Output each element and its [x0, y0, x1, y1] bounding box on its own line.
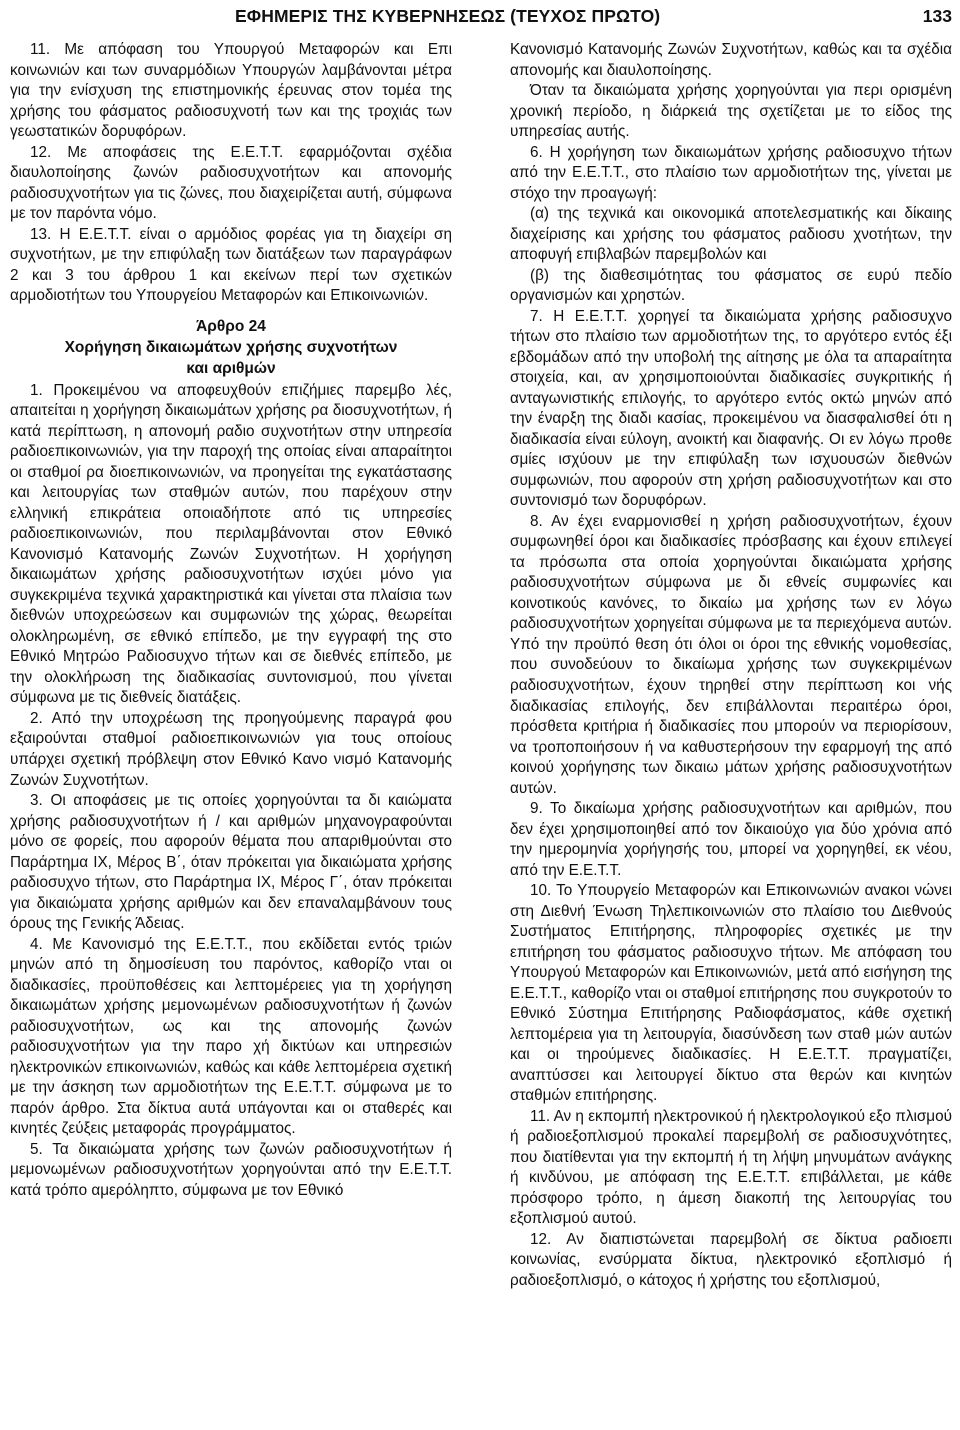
- paragraph-2: 2. Από την υποχρέωση της προηγούμενης παραγρά φου εξαιρούνται σταθμοί ραδιοεπικοινωνιών για τους οποίους υπάρχει σχετική πρόβλεψη στον Εθνικό Κανο νισμό Κατανομής Ζωνών Συχνοτήτων.: [10, 709, 452, 789]
- paragraph-11: 11. Με απόφαση του Υπουργού Μεταφορών και Επι κοινωνιών και των συναρμόδιων Υπουργών λαμβάνονται μέτρα για την ενίσχυση της επιστημονικής έρευνας στον τομέα της χρήσης του φάσματος ραδιοσυχνοτή των και της τροχιάς των γεωστατικών δορυφόρων.: [10, 41, 452, 141]
- gazette-title: ΕΦΗΜΕΡΙΣ ΤΗΣ ΚΥΒΕΡΝΗΣΕΩΣ (ΤΕΥΧΟΣ ΠΡΩΤΟ): [235, 6, 661, 26]
- paragraph-6a: (α) της τεχνικά και οικονομικά αποτελεσματικής και δίκαιης διαχείρισης και χρήσης του φάσματος ραδιοσυ χνοτήτων, την αποφυγή επιβλαβών παρεμβολών και: [510, 205, 952, 264]
- paragraph-5: 5. Τα δικαιώματα χρήσης των ζωνών ραδιοσυχνοτήτων ή μεμονωμένων ραδιοσυχνοτήτων χορηγούνται από την Ε.Ε.Τ.Τ. κατά τρόπο αμερόληπτο, σύμφωνα με τον Εθνικό: [10, 1140, 452, 1199]
- paragraph-7: 7. Η Ε.Ε.Τ.Τ. χορηγεί τα δικαιώματα χρήσης ραδιοσυχνο τήτων στο πλαίσιο των αρμοδιοτήτων της, το αργότερο εντός έξι εβδομάδων από την υποβολή της αίτησης με όλα τα απαραίτητα στοιχεία, και, αν χρησιμοποιούνται διαδικασίες συγκριτικής ή ανταγωνιστικής επιλογής, το αργότερο εντός οκτώ μηνών από την έναρξη της διαδι κασίας, προκειμένου να διασφαλισθεί ότι η διαδικασία είναι εύλογη, ανοικτή και διαφανής. Οι εν λόγω προθε σμίες ισχύουν με την επιφύλαξη των ισχυουσών διεθνών συμφωνιών, που αφορούν στη χρήση ραδιοσυχνοτήτων και στο συντονισμό των δορυφόρων.: [510, 307, 952, 510]
- paragraph-10: 10. Το Υπουργείο Μεταφορών και Επικοινωνιών ανακοι νώνει στη Διεθνή Ένωση Τηλεπικοινωνιών στο πλαίσιο του Διεθνούς Συστήματος Επιτήρησης, πληροφορίες σχετικές με την επιτήρηση του φάσματος ραδιοσυχνο τήτων. Με απόφαση του Υπουργού Μεταφορών και Επικοινωνιών, μετά από εισήγηση της Ε.Ε.Τ.Τ., καθορίζο νται οι σταθμοί επιτήρησης που συγκροτούν το Εθνικό Σύστημα Επιτήρησης Ραδιοφάσματος, κάθε σχετική λεπτομέρεια για τη λειτουργία, διασύνδεση των σταθ μών αυτών και οι τηρούμενες διαδικασίες. Η Ε.Ε.Τ.Τ. πραγματίζει, αναπτύσσει και λειτουργεί δίκτυο στα θερών και κινητών σταθμών επιτήρησης.: [510, 882, 952, 1105]
- paragraph-5-continued: Κανονισμό Κατανομής Ζωνών Συχνοτήτων, καθώς και τα σχέδια απονομής και διαυλοποίησης.: [510, 41, 952, 79]
- article-heading: [10, 316, 452, 379]
- paragraph-4: 4. Με Κανονισμό της Ε.Ε.Τ.Τ., που εκδίδεται εντός τριών μηνών από τη δημοσίευση του παρόντος, καθορίζο νται οι διαδικασίες, προϋποθέσεις και λεπτομέρειες για τη χορήγηση δικαιωμάτων χρήσης μεμονωμένων ραδιοσυχνοτήτων ή ζωνών ραδιοσυχνοτήτων, ως και της απονομής ζωνών ραδιοσυχνοτήτων για την παρο χή δικτύων και υπηρεσιών ηλεκτρονικών επικοινωνιών, καθώς και κάθε λεπτομέρεια σχετική με την άσκηση των αρμοδιοτήτων της Ε.Ε.Τ.Τ. σύμφωνα με το παρόν άρθρο. Στα δίκτυα αυτά υπάγονται και οι σταθερές και κινητές ζεύξεις μεταφοράς προγράμματος.: [10, 935, 452, 1138]
- paragraph-9: 9. Το δικαίωμα χρήσης ραδιοσυχνοτήτων και αριθμών, που δεν έχει χρησιμοποιηθεί από τον δικαιούχο για δύο χρόνια από την ημερομηνία χορήγησής του, μπορεί να χορηγηθεί, εκ νέου, από την Ε.Ε.Τ.Τ.: [510, 800, 952, 879]
- left-column: [10, 40, 452, 1201]
- paragraph-11-right: 11. Αν η εκπομπή ηλεκτρονικού ή ηλεκτρολογικού εξο πλισμού ή ραδιοεξοπλισμού προκαλεί παρεμβολή σε ραδιοσυχνότητες, που διατίθενται για την εκπομπή ή τη λήψη μηνυμάτων ανάγκης ή κινδύνου, με απόφαση της Ε.Ε.Τ.Τ. επιβάλλεται, με κάθε πρόσφορο τρόπο, η άμεση διακοπή της λειτουργίας του εξοπλισμού αυτού.: [510, 1107, 952, 1228]
- paragraph-1: 1. Προκειμένου να αποφευχθούν επιζήμιες παρεμβο λές, απαιτείται η χορήγηση δικαιωμάτων χρήσης ρα διοσυχνοτήτων, ή κατά περίπτωση, η απονομή ραδιο συχνοτήτων στην υπηρεσία ραδιοεπικοινωνιών, για την παροχή της οποίας είναι απαραίτητοι οι σταθμοί ρα διοεπικοινωνιών, να προηγείται της εγκατάστασης και λειτουργίας των σταθμών αυτών, που παρέχουν στην ελληνική επικράτεια οποιαδήποτε από τις υπηρεσίες ραδιοεπικοινωνιών, που περιλαμβάνονται στον Εθνικό Κανονισμό Κατανομής Ζωνών Συχνοτήτων. Η χορήγηση δικαιωμάτων χρήσης ραδιοσυχνοτήτων ισχύει μόνο για συγκεκριμένα τεχνικά χαρακτηριστικά και γίνεται στα πλαίσια των διεθνών υποχρεώσεων και συμφωνιών της χώρας, θεωρείται ολοκληρωμένη, σε εθνικό επίπεδο, με την εγγραφή της στο Εθνικό Μητρώο Ραδιοσυχνο τήτων και σε διεθνές επίπεδο, με την ολοκλήρωση της διαδικασίας συντονισμού, που γίνεται σύμφωνα με τις διεθνείς διατάξεις.: [10, 381, 452, 707]
- paragraph-6b: (β) της διαθεσιμότητας του φάσματος σε ευρύ πεδίο οργανισμών και χρηστών.: [510, 266, 952, 305]
- right-column: [510, 40, 952, 1291]
- paragraph-12-right: 12. Αν διαπιστώνεται παρεμβολή σε δίκτυα ραδιοεπι κοινωνίας, ενσύρματα δίκτυα, ηλεκτρονικό εξοπλισμό ή ραδιοεξοπλισμό, ο κάτοχος ή χρήστης του εξοπλισμού,: [510, 1230, 952, 1289]
- article-title-line-1: Χορήγηση δικαιωμάτων χρήσης συχνοτήτων: [64, 338, 398, 356]
- article-title-line-2: και αριθμών: [186, 359, 276, 377]
- paragraph-8: 8. Αν έχει εναρμονισθεί η χρήση ραδιοσυχνοτήτων, έχουν συμφωνηθεί όροι και διαδικασίες πρόσβασης και έχουν επιλεγεί τα πρόσωπα στα οποία χορηγούνται δικαιώματα χρήσης ραδιοσυχνοτήτων σύμφωνα με δι εθνείς συμφωνίες και κοινοτικούς κανόνες, το δικαίω μα χρήσης των εν λόγω ραδιοσυχνοτήτων χορηγείται σύμφωνα με τα περιεχόμενα αυτών. Υπό την προϋπό θεση ότι όλοι οι όροι της εθνικής νομοθεσίας, που συνοδεύουν το δικαίωμα χρήσης των συγκεκριμένων ραδιοσυχνοτήτων, έχουν τηρηθεί στην περίπτωση κοι νής διαδικασίας επιλογής, δεν επιβάλλονται περαιτέρω όροι, πρόσθετα κριτήρια ή διαδικασίες που μπορούν να περιορίσουν, να τροποποιήσουν ή να καθυστερήσουν την εφαρμογή της από κοινού χορήγησης των δικαιω μάτων χρήσης ραδιοσυχνοτήτων αυτών.: [510, 512, 952, 797]
- paragraph-3: 3. Οι αποφάσεις με τις οποίες χορηγούνται τα δι καιώματα χρήσης ραδιοσυχνοτήτων ή / και αριθμών μηχανογραφούνται μόνο σε φορείς, που αφορούν θέματα που απαριθμούνται στο Παράρτημα ΙΧ, Μέρος Β΄, όταν πρόκειται για δικαιώματα χρήσης ραδιοσυχνο τήτων, στο Παράρτημα ΙΧ, Μέρος Γ΄, όταν πρόκειται για δικαιώματα χρήσης αριθμών και δεν επαναλαμβάνουν τους όρους της Γενικής Άδειας.: [10, 792, 452, 933]
- article-number: Άρθρο 24: [196, 317, 266, 335]
- paragraph-6: 6. Η χορήγηση των δικαιωμάτων χρήσης ραδιοσυχνο τήτων από την Ε.Ε.Τ.Τ., στο πλαίσιο των αρμοδιοτήτων της, γίνεται με στόχο την προαγωγή:: [510, 143, 952, 202]
- paragraph-13: 13. Η Ε.Ε.Τ.Τ. είναι ο αρμόδιος φορέας για τη διαχείρι ση συχνοτήτων, με την επιφύλαξη των διατάξεων των παραγράφων 2 και 3 του άρθρου 1 και εκείνων περί των σχετικών αρμοδιοτήτων του Υπουργείου Μεταφορών και Επικοινωνιών.: [10, 225, 452, 305]
- paragraph-12: 12. Με αποφάσεις της Ε.Ε.Τ.Τ. εφαρμόζονται σχέδια διαυλοποίησης ζωνών ραδιοσυχνοτήτων και απονομής ραδιοσυχνοτήτων για τις ζώνες, που διαχειρίζεται αυτή, σύμφωνα με τον παρόντα νόμο.: [10, 143, 452, 223]
- page-header: [0, 6, 960, 30]
- page-number: 133: [922, 6, 952, 26]
- paragraph-5-continued-2: Όταν τα δικαιώματα χρήσης χορηγούνται για περι ορισμένη χρονική περίοδο, η διάρκειά της σχετίζεται με το είδος της υπηρεσίας αυτής.: [510, 82, 952, 141]
